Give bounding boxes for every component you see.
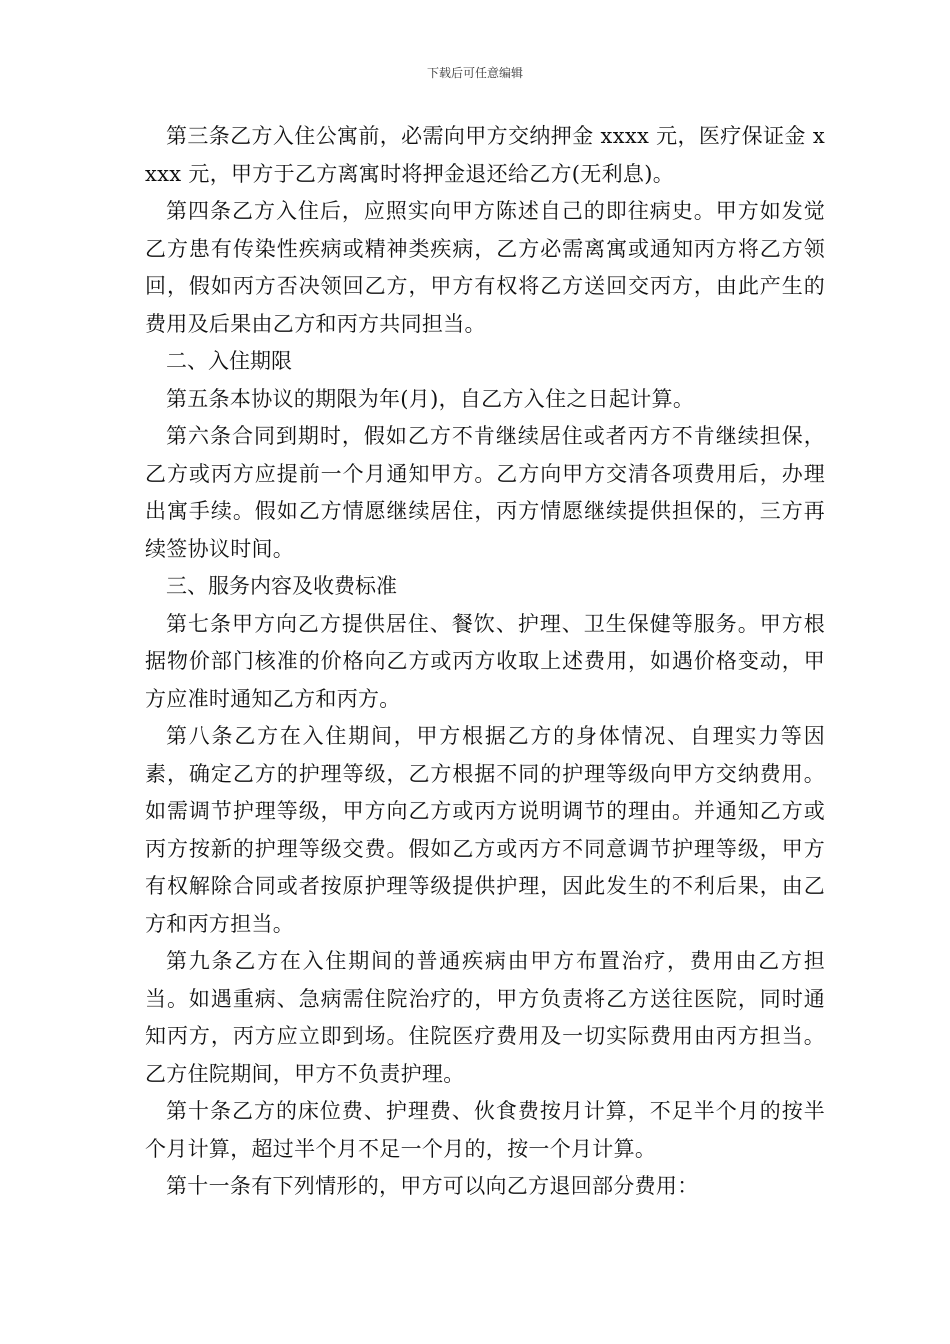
page-header: 下载后可任意编辑 [426,66,523,80]
clause-3: 第三条乙方入住公寓前，必需向甲方交纳押金 xxxx 元，医疗保证金 xxxx 元，甲方于乙方离寓时将押金退还给乙方(无利息)。 [145,124,825,186]
clause-8: 第八条乙方在入住期间，甲方根据乙方的身体情况、自理实力等因素，确定乙方的护理等级，乙方根据不同的护理等级向甲方交纳费用。如需调节护理等级，甲方向乙方或丙方说明调节的理由。并通知乙方或丙方按新的护理等级交费。假如乙方或丙方不同意调节护理等级，甲方有权解除合同或者按原护理等级提供护理，因此发生的不利后果，由乙方和丙方担当。 [145,724,825,936]
clause-4: 第四条乙方入住后，应照实向甲方陈述自己的即往病史。甲方如发觉乙方患有传染性疾病或精神类疾病，乙方必需离寓或通知丙方将乙方领回，假如丙方否决领回乙方，甲方有权将乙方送回交丙方，由此产生的费用及后果由乙方和丙方共同担当。 [145,199,825,336]
section-heading-2: 二、入住期限 [166,349,292,373]
clause-6: 第六条合同到期时，假如乙方不肯继续居住或者丙方不肯继续担保，乙方或丙方应提前一个月通知甲方。乙方向甲方交清各项费用后，办理出寓手续。假如乙方情愿继续居住，丙方情愿继续提供担保的，三方再续签协议时间。 [145,424,825,561]
section-heading-3: 三、服务内容及收费标准 [166,574,397,598]
clause-10: 第十条乙方的床位费、护理费、伙食费按月计算，不足半个月的按半个月计算，超过半个月不足一个月的，按一个月计算。 [145,1099,825,1161]
clause-11: 第十一条有下列情形的，甲方可以向乙方退回部分费用： [166,1174,699,1198]
clause-9: 第九条乙方在入住期间的普通疾病由甲方布置治疗，费用由乙方担当。如遇重病、急病需住院治疗的，甲方负责将乙方送往医院，同时通知丙方，丙方应立即到场。住院医疗费用及一切实际费用由丙方担当。乙方住院期间，甲方不负责护理。 [145,949,825,1086]
clause-5: 第五条本协议的期限为年(月)，自乙方入住之日起计算。 [166,386,695,411]
document-body [145,118,825,1206]
clause-7: 第七条甲方向乙方提供居住、餐饮、护理、卫生保健等服务。甲方根据物价部门核准的价格向乙方或丙方收取上述费用，如遇价格变动，甲方应准时通知乙方和丙方。 [145,611,825,711]
